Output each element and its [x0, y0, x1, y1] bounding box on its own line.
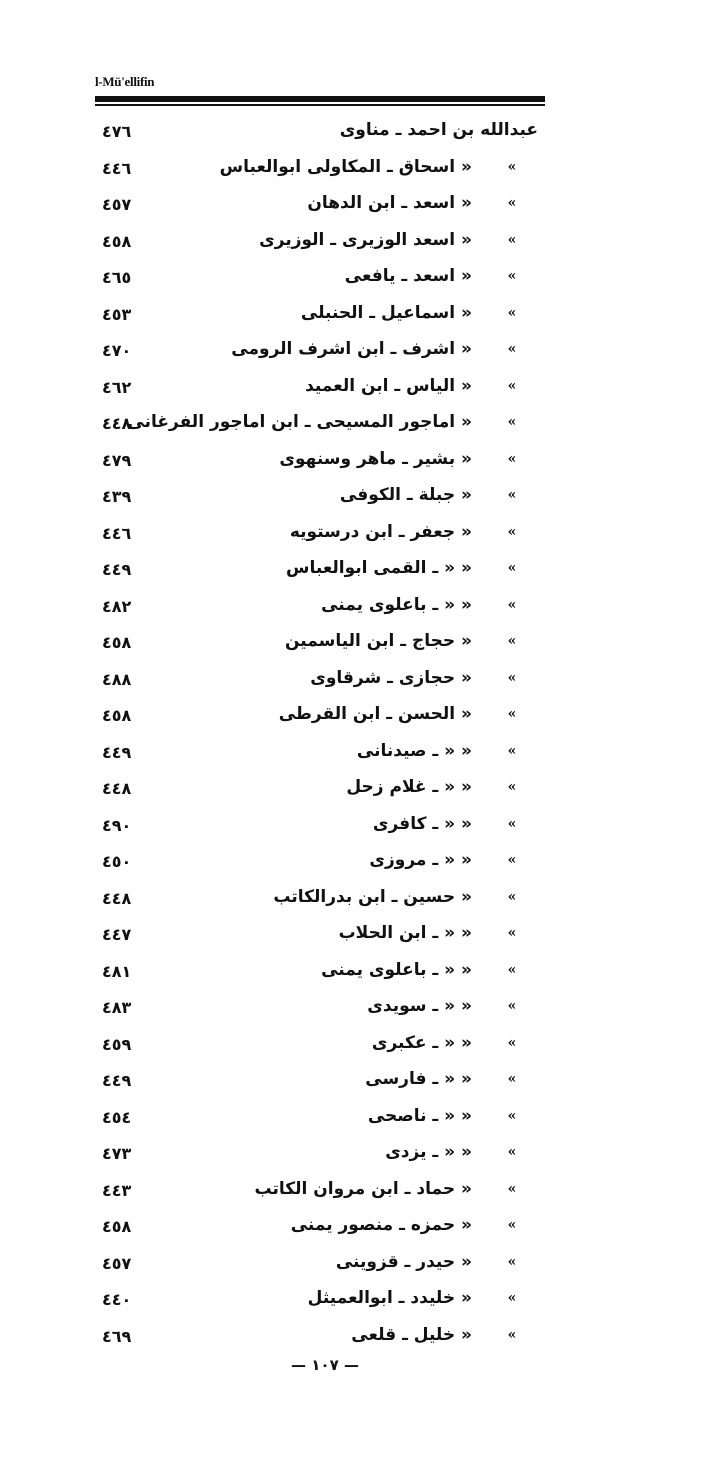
- entry-name: « حسين ـ ابن بدرالكاتب: [273, 886, 472, 907]
- index-entry: [88, 1136, 548, 1173]
- entry-page-number: ٤٥٠: [102, 852, 132, 871]
- entry-page-number: ٤٧٠: [102, 341, 132, 360]
- ditto-mark: «: [507, 706, 517, 722]
- header-rule-thick: [95, 96, 545, 102]
- index-entry: [88, 698, 548, 735]
- entry-page-number: ٤٧٦: [102, 122, 132, 141]
- ditto-mark: «: [507, 961, 517, 978]
- entry-page-number: ٤٨٢: [102, 596, 132, 616]
- ditto-mark: «: [507, 1217, 517, 1233]
- entry-name: « الحسن ـ ابن القرطى: [278, 704, 472, 724]
- ditto-mark: «: [507, 304, 517, 321]
- index-entry: [88, 297, 548, 334]
- index-entry: [88, 844, 548, 881]
- entry-name: « « ـ القمى ابوالعباس: [286, 558, 472, 578]
- ditto-mark: «: [507, 998, 517, 1014]
- index-entry: [88, 735, 548, 772]
- index-entry: [88, 1063, 548, 1100]
- entry-page-number: ٤٤٦: [102, 158, 132, 178]
- running-header: l-Mü'ellifin: [95, 74, 155, 89]
- ditto-mark: «: [507, 888, 517, 905]
- ditto-mark: «: [507, 1253, 517, 1270]
- entry-name: « « ـ فارسى: [365, 1069, 472, 1089]
- ditto-mark: «: [507, 596, 517, 613]
- index-entry: [88, 1319, 548, 1356]
- index-entry: [88, 333, 548, 370]
- ditto-mark: «: [507, 231, 517, 248]
- ditto-mark: «: [507, 1290, 517, 1306]
- index-entry: [88, 662, 548, 699]
- ditto-mark: «: [507, 341, 517, 357]
- entry-page-number: ٤٥٨: [102, 231, 132, 251]
- entry-name: « جبلة ـ الكوفى: [339, 485, 472, 505]
- entry-name: « اسعد الوزيرى ـ الوزيرى: [259, 229, 472, 250]
- index-entry: [88, 114, 548, 151]
- ditto-mark: «: [507, 1107, 517, 1124]
- ditto-mark: «: [507, 1034, 517, 1051]
- index-entry: [88, 516, 548, 553]
- entry-page-number: ٤٤٨: [102, 779, 132, 798]
- entry-page-number: ٤٨٣: [102, 998, 132, 1017]
- entry-page-number: ٤٥٨: [102, 1217, 132, 1236]
- ditto-mark: «: [507, 779, 517, 795]
- entry-name: « الياس ـ ابن العميد: [305, 375, 472, 396]
- index-entry: [88, 479, 548, 516]
- ditto-mark: «: [507, 158, 517, 175]
- entry-page-number: ٤٥٧: [102, 195, 132, 214]
- entry-page-number: ٤٩٠: [102, 815, 132, 835]
- index-entry: [88, 187, 548, 224]
- entry-name: « اسماعيل ـ الحنبلى: [300, 302, 472, 323]
- index-entry: [88, 370, 548, 407]
- entry-name: « حمزه ـ منصور يمنى: [290, 1215, 472, 1235]
- index-entry: [88, 625, 548, 662]
- entry-name: « « ـ كافرى: [372, 813, 472, 834]
- ditto-mark: «: [507, 195, 517, 211]
- ditto-mark: «: [507, 1180, 517, 1197]
- entry-name: « « ـ عكبرى: [371, 1032, 472, 1053]
- ditto-mark: «: [507, 925, 517, 941]
- index-entry: [88, 1209, 548, 1246]
- entry-name: « « ـ سويدى: [367, 996, 472, 1016]
- entry-page-number: ٤٤٧: [102, 925, 132, 944]
- entry-page-number: ٤٦٥: [102, 268, 132, 287]
- entry-page-number: ٤٤٣: [102, 1180, 132, 1200]
- entry-name: « حماد ـ ابن مروان الكاتب: [254, 1178, 472, 1199]
- index-entries: [88, 114, 548, 1355]
- entry-name: « اماجور المسيحى ـ ابن اماجور الفرغانى: [127, 412, 472, 432]
- entry-page-number: ٤٥٨: [102, 633, 132, 652]
- index-entry: [88, 1173, 548, 1210]
- entry-name: « « ـ باعلوى يمنى: [321, 594, 472, 615]
- entry-page-number: ٤٣٩: [102, 487, 132, 506]
- entry-page-number: ٤٥٧: [102, 1253, 132, 1273]
- entry-page-number: ٤٤٩: [102, 1071, 132, 1090]
- entry-name: « « ـ يزدى: [385, 1142, 472, 1162]
- ditto-mark: «: [507, 523, 517, 540]
- entry-page-number: ٤٤٩: [102, 560, 132, 579]
- ditto-mark: «: [507, 560, 517, 576]
- ditto-mark: «: [507, 450, 517, 467]
- ditto-mark: «: [507, 669, 517, 686]
- index-entry: [88, 224, 548, 261]
- entry-name: « « ـ صيدنانى: [356, 740, 472, 761]
- entry-name: « خليل ـ قلعى: [351, 1324, 472, 1345]
- entry-name: « حيدر ـ قزوينى: [335, 1251, 472, 1272]
- ditto-mark: «: [507, 815, 517, 832]
- ditto-mark: «: [507, 268, 517, 284]
- entry-page-number: ٤٥٣: [102, 304, 132, 324]
- ditto-mark: «: [507, 1326, 517, 1343]
- index-entry: [88, 917, 548, 954]
- entry-page-number: ٤٤٦: [102, 523, 132, 543]
- index-entry: [88, 808, 548, 845]
- entry-name: « اسعد ـ يافعى: [344, 266, 472, 286]
- entry-page-number: ٤٦٢: [102, 377, 132, 397]
- entry-name: « « ـ باعلوى يمنى: [321, 959, 472, 980]
- entry-name: « اشرف ـ ابن اشرف الرومى: [231, 339, 472, 359]
- index-entry: [88, 1100, 548, 1137]
- ditto-mark: «: [507, 742, 517, 759]
- entry-name: « خليدد ـ ابوالعميثل: [307, 1288, 472, 1308]
- entry-page-number: ٤٥٨: [102, 706, 132, 725]
- index-entry: [88, 990, 548, 1027]
- entry-name: « حجازى ـ شرقاوى: [310, 667, 472, 688]
- entry-name: « « ـ ابن الحلاب: [338, 923, 472, 943]
- index-entry: [88, 771, 548, 808]
- index-entry: [88, 1027, 548, 1064]
- ditto-mark: «: [507, 633, 517, 649]
- ditto-mark: «: [507, 852, 517, 868]
- entry-page-number: ٤٦٩: [102, 1326, 132, 1346]
- index-entry: [88, 260, 548, 297]
- index-entry: [88, 443, 548, 480]
- entry-page-number: ٤٥٤: [102, 1107, 132, 1127]
- entry-name: « حجاج ـ ابن الياسمين: [285, 631, 472, 651]
- ditto-mark: «: [507, 487, 517, 503]
- entry-name: « اسعد ـ ابن الدهان: [307, 193, 472, 213]
- entry-name: « « ـ ناصحى: [367, 1105, 472, 1126]
- entry-page-number: ٤٤٨: [102, 888, 132, 908]
- entry-page-number: ٤٨١: [102, 961, 132, 981]
- ditto-mark: «: [507, 1144, 517, 1160]
- header-rule-thin: [95, 104, 545, 106]
- index-entry: [88, 589, 548, 626]
- entry-name: « « ـ مروزى: [369, 850, 472, 870]
- ditto-mark: «: [507, 414, 517, 430]
- index-entry: [88, 406, 548, 443]
- ditto-mark: «: [507, 1071, 517, 1087]
- entry-name: « اسحاق ـ المكاولى ابوالعباس: [219, 156, 472, 177]
- page-number: — ١٠٧ —: [291, 1356, 359, 1374]
- index-entry: [88, 151, 548, 188]
- index-entry: [88, 552, 548, 589]
- entry-page-number: ٤٧٩: [102, 450, 132, 470]
- ditto-mark: «: [507, 377, 517, 394]
- index-entry: [88, 881, 548, 918]
- entry-page-number: ٤٨٨: [102, 669, 132, 689]
- entry-page-number: ٤٤٠: [102, 1290, 132, 1309]
- entry-page-number: ٤٤٨: [102, 414, 132, 433]
- index-entry: [88, 1282, 548, 1319]
- entry-name: عبدالله بن احمد ـ مناوى: [339, 120, 538, 140]
- entry-name: « بشير ـ ماهر وسنهوى: [279, 448, 472, 469]
- entry-page-number: ٤٤٩: [102, 742, 132, 762]
- entry-name: « جعفر ـ ابن درستويه: [289, 521, 472, 542]
- entry-name: « « ـ غلام زحل: [346, 777, 472, 797]
- index-entry: [88, 954, 548, 991]
- entry-page-number: ٤٧٣: [102, 1144, 132, 1163]
- entry-page-number: ٤٥٩: [102, 1034, 132, 1054]
- index-entry: [88, 1246, 548, 1283]
